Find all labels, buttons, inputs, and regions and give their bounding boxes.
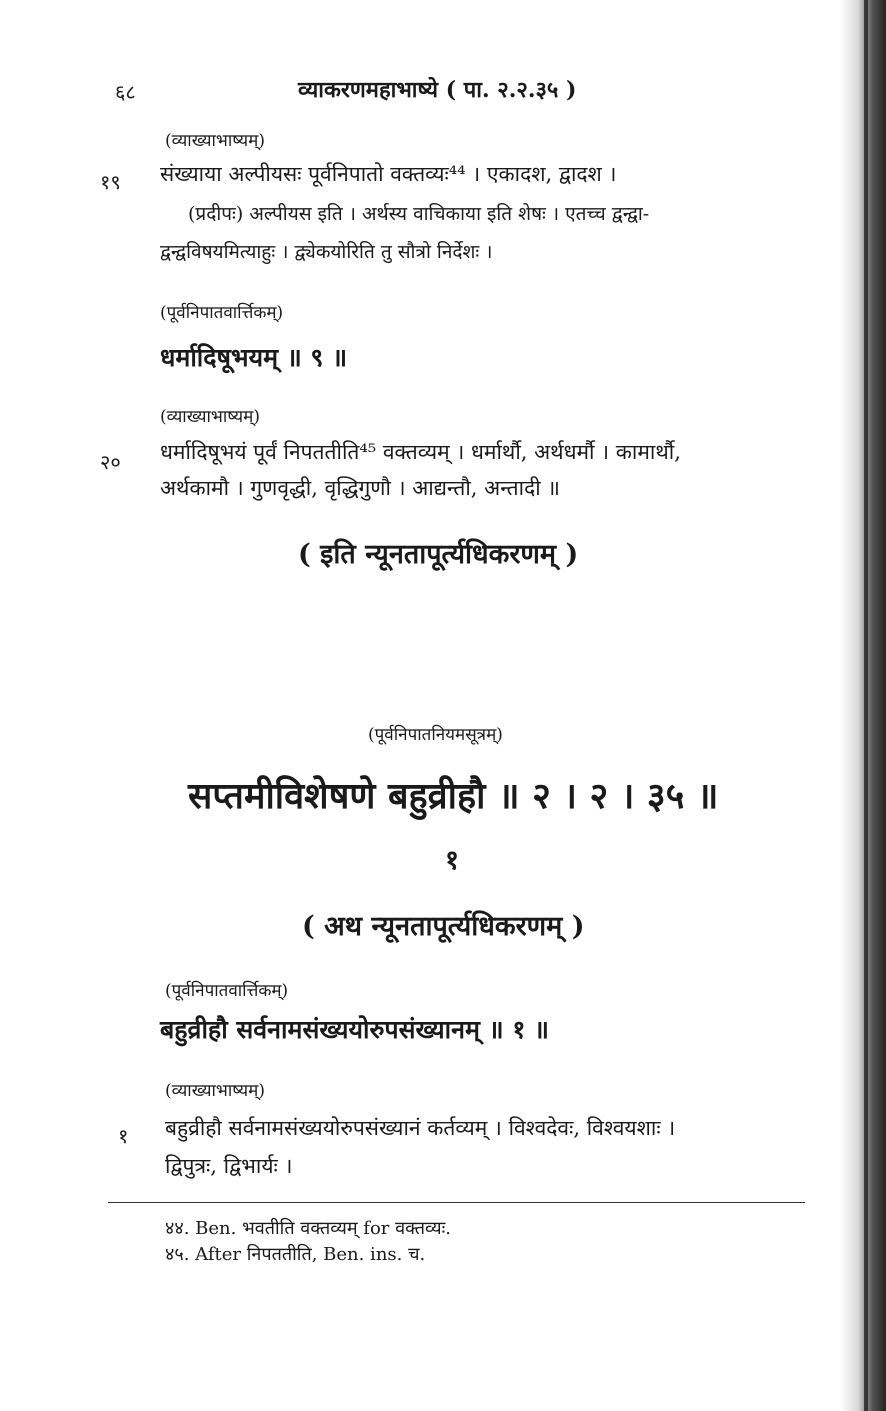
paragraph-number: २०: [100, 450, 121, 474]
footnote-rule: [108, 1202, 805, 1203]
section-number: १: [445, 845, 460, 876]
section-label: (व्याख्याभाष्यम्): [160, 407, 260, 427]
footnote: ४५. After निपततीति, Ben. ins. च.: [165, 1244, 426, 1265]
atha-heading: ( अथ न्यूनतापूर्त्यधिकरणम् ): [302, 911, 585, 942]
section-label: (पूर्वनिपातवार्त्तिकम्): [165, 981, 289, 1001]
paragraph-text: बहुव्रीहौ सर्वनामसंख्ययोरुपसंख्यानं कर्तव्यम् । विश्वदेवः, विश्वयशाः ।: [165, 1116, 676, 1140]
running-title: व्याकरणमहाभाष्ये ( पा. २.२.३५ ): [298, 77, 577, 103]
paragraph-text: संख्याया अल्पीयसः पूर्वनिपातो वक्तव्यः⁴⁴ । एकादश, द्वादश ।: [160, 162, 617, 186]
paragraph-number: १९: [100, 170, 121, 194]
vartika: धर्मादिषूभयम् ॥ ९ ॥: [160, 343, 348, 372]
iti-heading: ( इति न्यूनतापूर्त्यधिकरणम् ): [298, 539, 579, 570]
vartika: बहुव्रीहौ सर्वनामसंख्ययोरुपसंख्यानम् ॥ १ ॥: [160, 1015, 550, 1044]
sutra-heading: सप्तमीविशेषणे बहुव्रीहौ ॥ २ । २ । ३५ ॥: [188, 775, 719, 817]
section-label: (पूर्वनिपातवार्त्तिकम्): [160, 303, 284, 323]
paragraph-number: १: [118, 1124, 129, 1148]
section-label: (पूर्वनिपातनियमसूत्रम्): [368, 725, 503, 745]
footnote: ४४. Ben. भवतीति वक्तव्यम् for वक्तव्यः.: [165, 1218, 451, 1239]
section-label: (व्याख्याभाष्यम्): [165, 1081, 265, 1101]
page-edge-shadow: [840, 0, 886, 1411]
section-label: (व्याख्याभाष्यम्): [165, 131, 265, 151]
page-number: ६८: [115, 80, 136, 104]
commentary-line: (प्रदीपः) अल्पीयस इति । अर्थस्य वाचिकाया इति शेषः । एतच्च द्वन्द्वा-: [188, 203, 650, 225]
paragraph-text: धर्मादिषूभयं पूर्वं निपततीति⁴⁵ वक्तव्यम् । धर्मार्थौ, अर्थधर्मौ । कामार्थौ,: [160, 440, 681, 464]
page-edge-line: [864, 0, 868, 1411]
paragraph-text: द्विपुत्रः, द्विभार्यः ।: [165, 1154, 293, 1178]
paragraph-text: अर्थकामौ । गुणवृद्धी, वृद्धिगुणौ । आद्यन्तौ, अन्तादी ॥: [160, 476, 560, 500]
commentary-line: द्वन्द्वविषयमित्याहुः । द्व्येकयोरिति तु सौत्रो निर्देशः ।: [160, 241, 493, 263]
